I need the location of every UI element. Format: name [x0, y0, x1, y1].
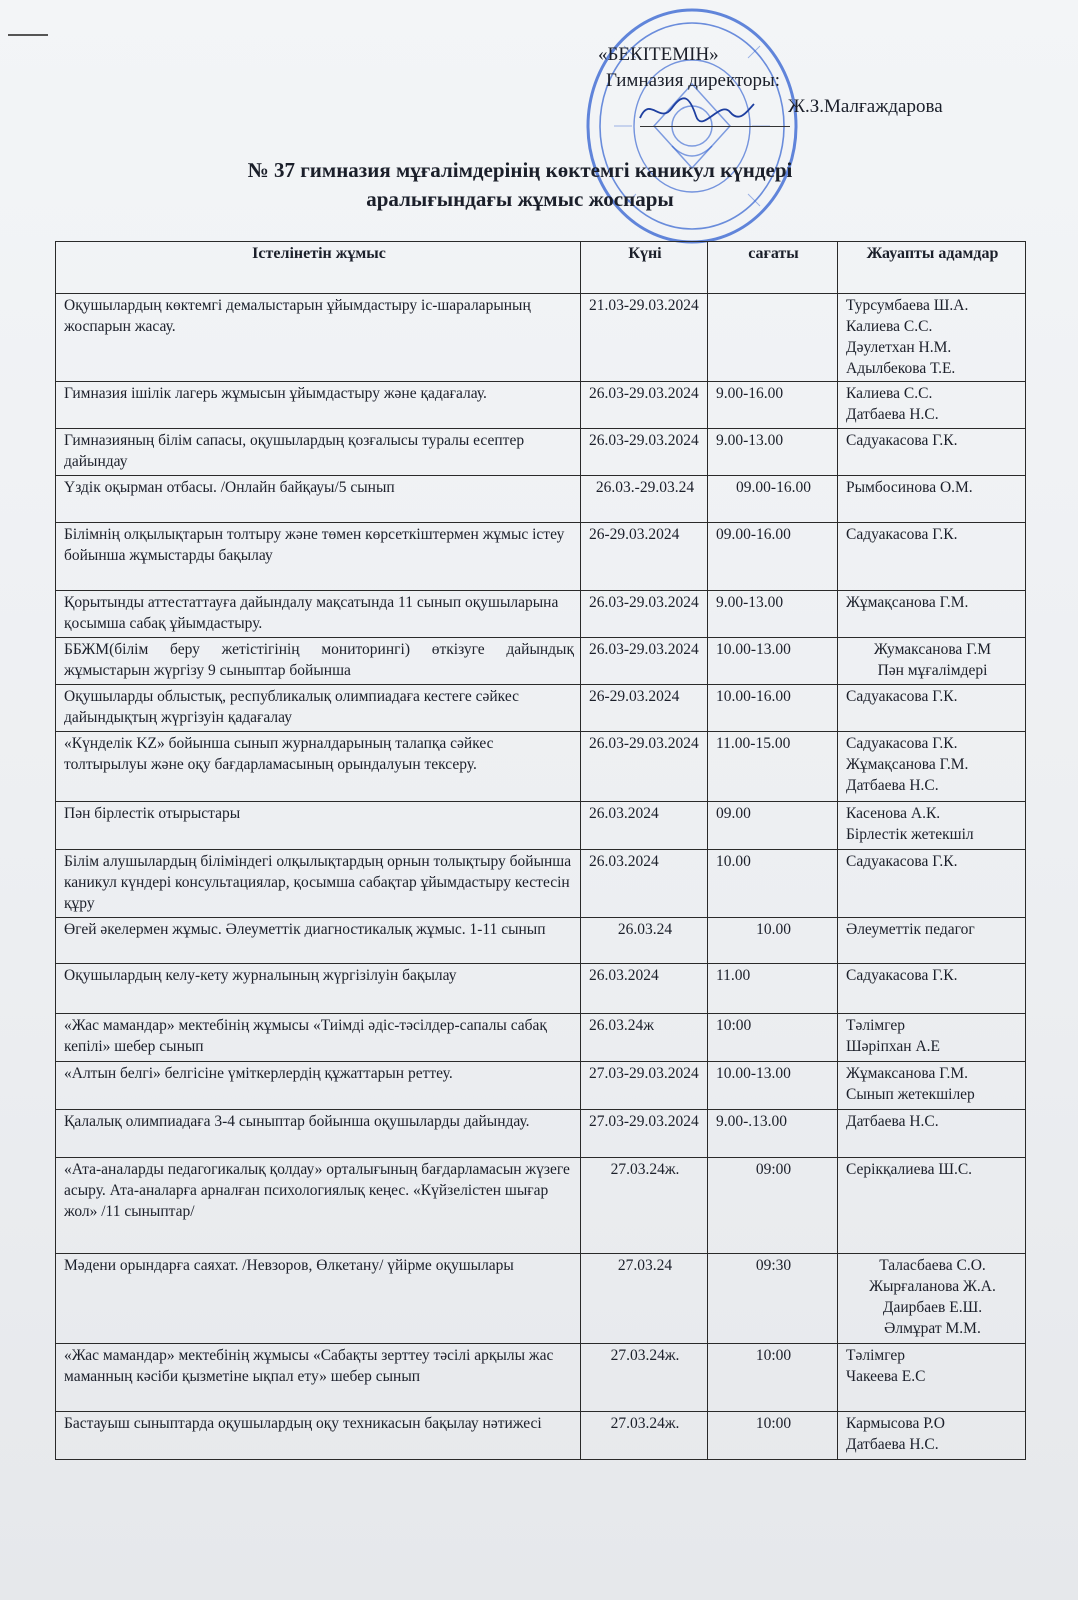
date-cell: 27.03.24 [581, 1254, 708, 1344]
time-cell: 9.00-13.00 [708, 429, 838, 476]
table-row [56, 1344, 1026, 1412]
task-cell: Оқушыларды облыстық, республикалық олимпиадаға кестеге сәйкес дайындықтың жүргізуін қадағалау [56, 685, 581, 732]
date-cell: 27.03.24ж. [581, 1344, 708, 1412]
responsible-cell [838, 429, 1026, 476]
table-row [56, 638, 1026, 685]
approval-heading: «БЕКІТЕМІН» [598, 44, 719, 65]
responsible-cell [838, 294, 1026, 382]
responsible-person: Пән мұғалімдері [877, 662, 988, 679]
responsible-cell [838, 918, 1026, 964]
responsible-person: Жырғаланова Ж.А. [869, 1278, 996, 1295]
responsible-cell [838, 1014, 1026, 1062]
responsible-cell [838, 850, 1026, 918]
task-cell: Қорытынды аттестаттауға дайындалу мақсатында 11 сынып оқушыларына қосымша сабақ ұйымдастыру. [56, 591, 581, 638]
task-cell: «Жас мамандар» мектебінің жұмысы «Сабақты зерттеу тәсілі арқылы жас маманның кәсіби қызметіне ықпал ету» шебер сынып [56, 1344, 581, 1412]
table-row [56, 382, 1026, 429]
responsible-person: Сынып жетекшілер [846, 1086, 975, 1103]
table-row [56, 802, 1026, 850]
responsible-cell [838, 1158, 1026, 1254]
table-row [56, 1254, 1026, 1344]
time-cell [708, 294, 838, 382]
table-row [56, 964, 1026, 1014]
task-cell: «Ата-аналарды педагогикалық қолдау» орталығының бағдарламасын жүзеге асыру. Ата-аналарға арналған психологиялық кеңес. «Күйзелістен шығар жол» /11 сыныптар/ [56, 1158, 581, 1254]
task-cell: Оқушылардың келу-кету журналының жүргізілуін бақылау [56, 964, 581, 1014]
time-cell: 09:00 [708, 1158, 838, 1254]
responsible-person: Калиева С.С. [846, 318, 933, 335]
task-cell: Үздік оқырман отбасы. /Онлайн байқауы/5 сынып [56, 476, 581, 523]
responsible-person: Датбаева Н.С. [846, 406, 939, 423]
responsible-cell [838, 1110, 1026, 1158]
task-cell: Білім алушылардың біліміндегі олқылықтардың орнын толықтыру бойынша каникул күндері консультациялар, қосымша сабақтар ұйымдастыру кестесін құру [56, 850, 581, 918]
responsible-cell [838, 1344, 1026, 1412]
table-row [56, 1062, 1026, 1110]
task-cell: ББЖМ(білім беру жетістігінің мониторингі) өткізуге дайындық жұмыстарын жүргізу 9 сыныптар бойынша [56, 638, 581, 685]
responsible-cell [838, 732, 1026, 802]
time-cell: 9.00-.13.00 [708, 1110, 838, 1158]
date-cell: 26.03.24ж [581, 1014, 708, 1062]
responsible-person: Жұмаксанова Г.М. [846, 1065, 968, 1082]
date-cell: 26-29.03.2024 [581, 685, 708, 732]
task-cell: Өгей әкелермен жұмыс. Әлеуметтік диагностикалық жұмыс. 1-11 сынып [56, 918, 581, 964]
responsible-cell [838, 685, 1026, 732]
approval-position: Гимназия директоры: [606, 70, 781, 91]
table-row [56, 476, 1026, 523]
responsible-person: Турсумбаева Ш.А. [846, 297, 969, 314]
responsible-cell [838, 523, 1026, 591]
responsible-person: Таласбаева С.О. [879, 1257, 986, 1274]
header-responsible: Жауапты адамдар [838, 242, 1026, 294]
signature-icon [630, 90, 760, 130]
date-cell: 27.03-29.03.2024 [581, 1110, 708, 1158]
date-cell: 26.03-29.03.2024 [581, 638, 708, 685]
approval-director-name: Ж.З.Малғаждарова [788, 96, 943, 117]
time-cell: 10.00-13.00 [708, 638, 838, 685]
responsible-cell [838, 638, 1026, 685]
time-cell: 10.00-16.00 [708, 685, 838, 732]
header-time: сағаты [708, 242, 838, 294]
task-cell: «Жас мамандар» мектебінің жұмысы «Тиімді әдіс-тәсілдер-сапалы сабақ кепілі» шебер сынып [56, 1014, 581, 1062]
header-date: Күні [581, 242, 708, 294]
date-cell: 26.03.24 [581, 918, 708, 964]
title-line-1: № 37 гимназия мұғалімдерінің көктемгі каникул күндері [247, 158, 793, 182]
header-task: Істелінетін жұмыс [56, 242, 581, 294]
table-row [56, 1158, 1026, 1254]
responsible-person: Садуакасова Г.К. [846, 735, 958, 752]
task-cell: Бастауыш сыныптарда оқушылардың оқу техникасын бақылау нәтижесі [56, 1412, 581, 1460]
date-cell: 26.03.-29.03.24 [581, 476, 708, 523]
responsible-person: Садуакасова Г.К. [846, 688, 958, 705]
responsible-person: Калиева С.С. [846, 385, 933, 402]
table-row [56, 523, 1026, 591]
responsible-person: Жұмақсанова Г.М. [846, 756, 969, 773]
table-row [56, 1412, 1026, 1460]
time-cell: 09.00-16.00 [708, 476, 838, 523]
responsible-person: Датбаева Н.С. [846, 1436, 939, 1453]
time-cell: 10:00 [708, 1014, 838, 1062]
time-cell: 10.00 [708, 918, 838, 964]
table-header-row [56, 242, 1026, 294]
table-row [56, 685, 1026, 732]
task-cell: Пән бірлестік отырыстары [56, 802, 581, 850]
task-cell: Қалалық олимпиадаға 3-4 сыныптар бойынша оқушыларды дайындау. [56, 1110, 581, 1158]
responsible-person: Садуакасова Г.К. [846, 853, 958, 870]
responsible-person: Даирбаев Е.Ш. [882, 1299, 983, 1316]
date-cell: 26.03.2024 [581, 964, 708, 1014]
title-line-2: аралығындағы жұмыс жоспары [366, 187, 674, 211]
task-cell: «Алтын белгі» белгісіне үміткерлердің құжаттарын реттеу. [56, 1062, 581, 1110]
time-cell: 11.00 [708, 964, 838, 1014]
table-row [56, 591, 1026, 638]
table-row [56, 1110, 1026, 1158]
responsible-person: Дәулетхан Н.М. [846, 339, 952, 356]
time-cell: 10.00-13.00 [708, 1062, 838, 1110]
date-cell: 21.03-29.03.2024 [581, 294, 708, 382]
date-cell: 26.03.2024 [581, 802, 708, 850]
time-cell: 10:00 [708, 1412, 838, 1460]
table-row [56, 429, 1026, 476]
date-cell: 26-29.03.2024 [581, 523, 708, 591]
responsible-cell [838, 1412, 1026, 1460]
table-row [56, 1014, 1026, 1062]
responsible-person: Әлмұрат М.М. [884, 1320, 981, 1337]
table-body [56, 294, 1026, 1460]
responsible-cell [838, 802, 1026, 850]
task-cell: «Күнделік KZ» бойынша сынып журналдарының талапқа сәйкес толтырылуы және оқу бағдарламасының орындалуын тексеру. [56, 732, 581, 802]
table-row [56, 732, 1026, 802]
task-cell: Гимназия ішілік лагерь жұмысын ұйымдастыру және қадағалау. [56, 382, 581, 429]
responsible-person: Садуакасова Г.К. [846, 526, 958, 543]
task-cell: Білімнің олқылықтарын толтыру және төмен көрсеткіштермен жұмыс істеу бойынша жұмыстарды бақылау [56, 523, 581, 591]
responsible-person: Әлеуметтік педагог [846, 921, 975, 938]
responsible-person: Садуакасова Г.К. [846, 432, 958, 449]
date-cell: 26.03-29.03.2024 [581, 429, 708, 476]
date-cell: 26.03-29.03.2024 [581, 382, 708, 429]
date-cell: 26.03.2024 [581, 850, 708, 918]
responsible-person: Жұмақсанова Г.М. [846, 594, 969, 611]
responsible-person: Датбаева Н.С. [846, 1113, 939, 1130]
date-cell: 27.03-29.03.2024 [581, 1062, 708, 1110]
time-cell: 09.00 [708, 802, 838, 850]
responsible-person: Садуакасова Г.К. [846, 967, 958, 984]
responsible-person: Кармысова Р.О [846, 1415, 946, 1432]
responsible-cell [838, 476, 1026, 523]
table-row [56, 294, 1026, 382]
document-title [160, 156, 880, 214]
time-cell: 10:00 [708, 1344, 838, 1412]
responsible-person: Тәлімгер [846, 1347, 905, 1364]
signature-line [640, 126, 790, 127]
table-row [56, 850, 1026, 918]
time-cell: 10.00 [708, 850, 838, 918]
responsible-cell [838, 964, 1026, 1014]
date-cell: 26.03-29.03.2024 [581, 732, 708, 802]
corner-mark [8, 34, 48, 36]
time-cell: 9.00-13.00 [708, 591, 838, 638]
responsible-person: Касенова А.К. [846, 805, 941, 822]
responsible-cell [838, 1254, 1026, 1344]
task-cell: Мәдени орындарға саяхат. /Невзоров, Өлкетану/ үйірме оқушылары [56, 1254, 581, 1344]
date-cell: 27.03.24ж. [581, 1158, 708, 1254]
responsible-cell [838, 1062, 1026, 1110]
responsible-person: Шәріпхан А.Е [846, 1038, 940, 1055]
responsible-person: Бірлестік жетекшіл [846, 826, 974, 843]
responsible-person: Адылбекова Т.Е. [846, 360, 956, 377]
work-plan-table [55, 241, 1026, 1460]
time-cell: 9.00-16.00 [708, 382, 838, 429]
responsible-person: Рымбосинова О.М. [846, 479, 973, 496]
responsible-person: Датбаева Н.С. [846, 777, 939, 794]
responsible-cell [838, 591, 1026, 638]
time-cell: 11.00-15.00 [708, 732, 838, 802]
responsible-person: Тәлімгер [846, 1017, 905, 1034]
date-cell: 26.03-29.03.2024 [581, 591, 708, 638]
responsible-person: Чакеева Е.С [846, 1368, 926, 1385]
time-cell: 09:30 [708, 1254, 838, 1344]
task-cell: Оқушылардың көктемгі демалыстарын ұйымдастыру іс-шараларының жоспарын жасау. [56, 294, 581, 382]
responsible-cell [838, 382, 1026, 429]
responsible-person: Серікқалиева Ш.С. [846, 1161, 973, 1178]
responsible-person: Жумаксанова Г.М [873, 641, 992, 658]
table-row [56, 918, 1026, 964]
task-cell: Гимназияның білім сапасы, оқушылардың қозғалысы туралы есептер дайындау [56, 429, 581, 476]
date-cell: 27.03.24ж. [581, 1412, 708, 1460]
time-cell: 09.00-16.00 [708, 523, 838, 591]
